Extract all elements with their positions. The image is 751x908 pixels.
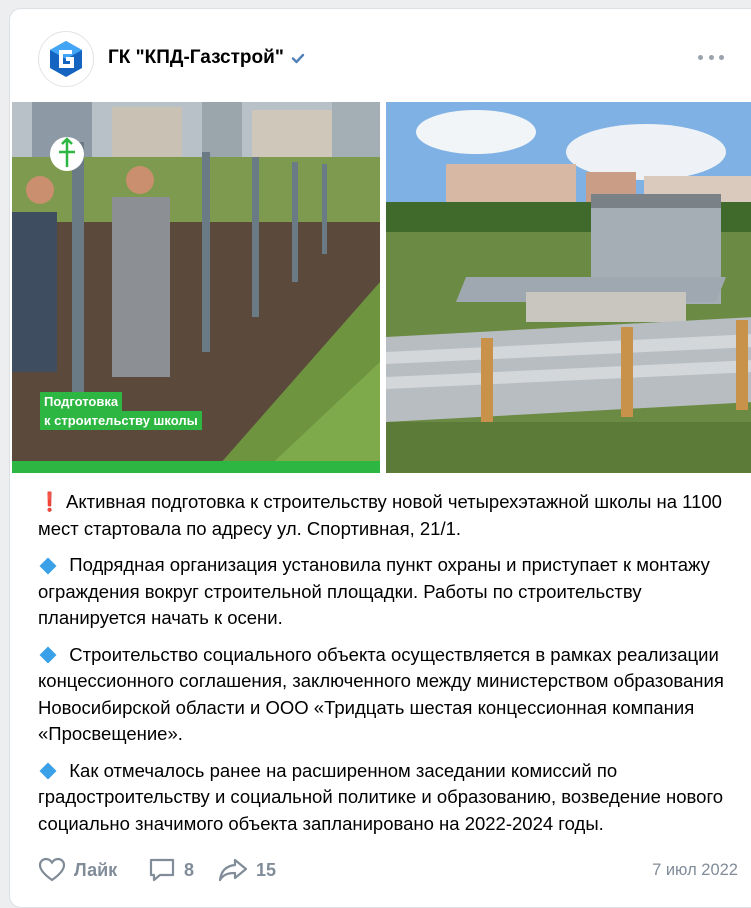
paragraph-text: Как отмечалось ранее на расширенном заседании комиссий по градостроительству и социальной политике и образованию, возведение нового социально значимого объекта запланировано на 2022-2024 годы. (38, 759, 724, 834)
group-name[interactable] (108, 47, 306, 69)
post-paragraph-1 (38, 489, 738, 542)
post-date[interactable]: 7 июл 2022 (652, 861, 738, 879)
comment-icon (148, 857, 176, 883)
post-card (9, 8, 751, 908)
dot-icon (709, 55, 714, 60)
paragraph-text: Строительство социального объекта осуществляется в рамках реализации концессионного соглашения, заключенного между министерством образования Новосибирской области и ООО «Тридцать шестая концессионная компания «Просвещение». (38, 643, 724, 744)
like-label: Лайк (74, 859, 118, 880)
dot-icon (719, 55, 724, 60)
blue-diamond-icon (40, 557, 57, 574)
verified-check-icon (290, 50, 306, 66)
photo-gallery (12, 102, 751, 473)
post-footer (38, 857, 738, 887)
post-paragraph-4 (38, 758, 738, 838)
kpd-gazstroy-logo-icon (46, 39, 86, 79)
heart-icon (38, 857, 66, 883)
avatar[interactable] (38, 31, 94, 87)
more-options-button[interactable] (698, 49, 724, 65)
share-icon (218, 857, 248, 883)
construction-site-photo-icon (386, 102, 751, 473)
share-button[interactable] (218, 857, 276, 883)
caption-line-1: Подготовка (40, 392, 122, 411)
photo-green-bar (12, 461, 380, 473)
paragraph-text: Активная подготовка к строительству новой четырехэтажной школы на 1100 мест стартовала по адресу ул. Спортивная, 21/1. (38, 491, 722, 539)
post-text (38, 489, 738, 847)
dot-icon (698, 55, 703, 60)
comments-button[interactable] (148, 857, 194, 883)
group-name-text[interactable]: ГК "КПД-Газстрой" (108, 47, 284, 68)
caption-line-2: к строительству школы (40, 411, 202, 430)
photo-construction-site[interactable] (386, 102, 751, 473)
paragraph-text: Подрядная организация установила пункт охраны и приступает к монтажу ограждения вокруг строительной площадки. Работы по строительству планируется начать к осени. (38, 554, 710, 628)
blue-diamond-icon (40, 647, 57, 664)
shares-count: 15 (256, 859, 277, 880)
comments-count: 8 (184, 859, 195, 880)
post-header (10, 9, 751, 101)
blue-diamond-icon (40, 763, 57, 780)
post-paragraph-2 (38, 552, 738, 632)
photo-caption (40, 392, 202, 430)
like-button[interactable] (38, 857, 117, 883)
post-paragraph-3 (38, 642, 738, 748)
exclamation-icon: ❗ (38, 491, 62, 512)
photo-workers-fence[interactable] (12, 102, 380, 473)
